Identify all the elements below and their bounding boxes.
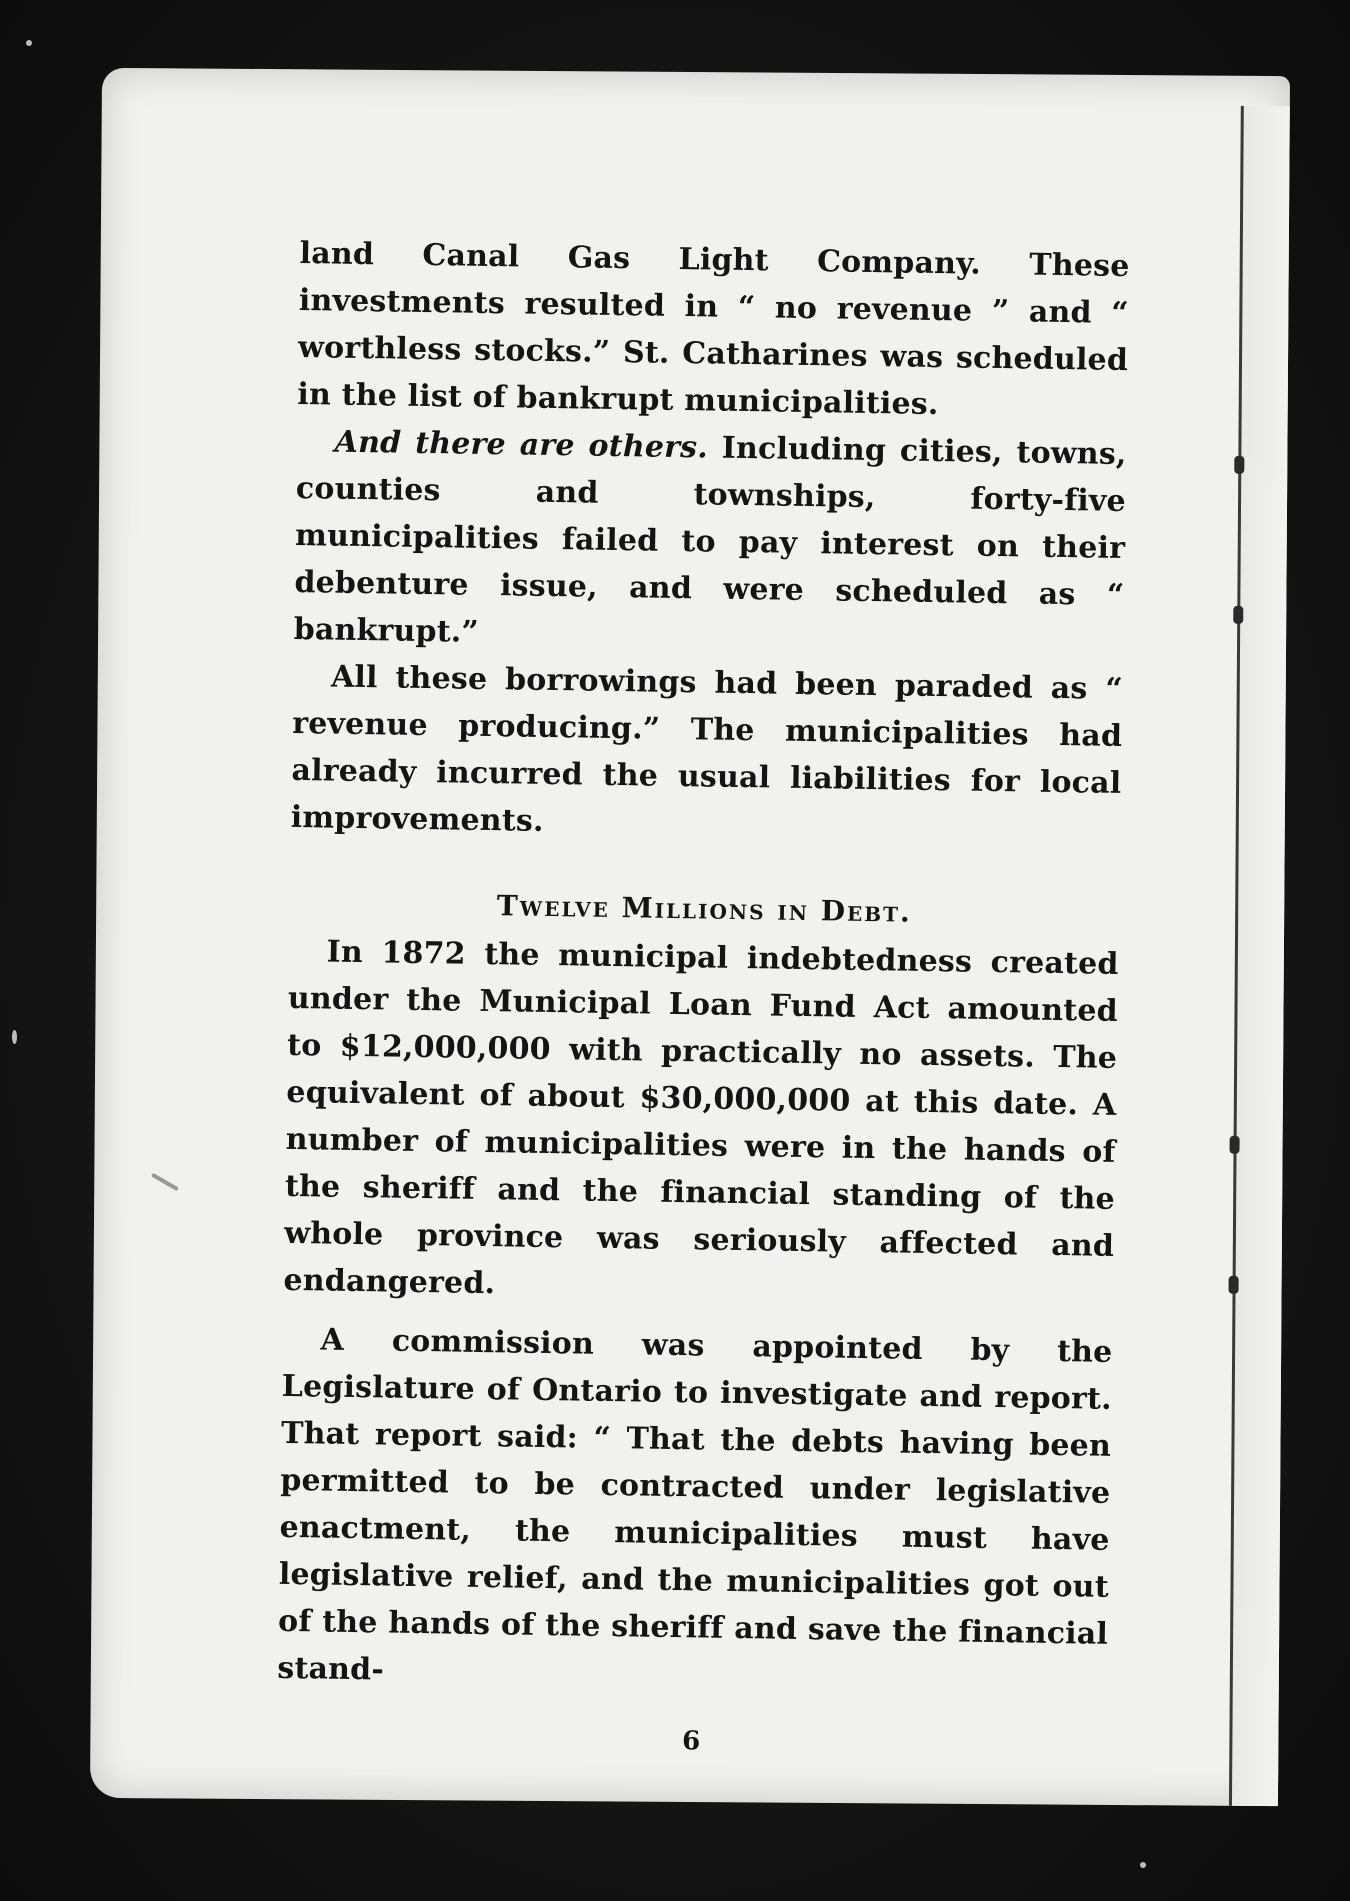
binding-clip-mark xyxy=(1233,606,1243,624)
italic-lead-phrase: And there are others. xyxy=(334,424,709,466)
page-number: 6 xyxy=(681,1726,701,1757)
dust-speck xyxy=(1140,1862,1146,1868)
paragraph-indebtedness: In 1872 the municipal indebtedness created under the Municipal Loan Fund Act amounted to $12,000,000 with practically no assets. The equivalent of about $30,000,000 at this date. A number of municipalities were in the hands of the sheriff and the financial standing of the whole province was seriously affected and endangered. xyxy=(283,934,1119,1302)
paragraph-others xyxy=(293,418,1127,666)
dust-speck xyxy=(12,1030,17,1044)
dust-speck xyxy=(26,40,32,46)
page-text-column xyxy=(276,230,1130,1772)
paragraph-borrowings: All these borrowings had been paraded as “ revenue producing.” The municipalities had already incurred the usual liabilities for local improvements. xyxy=(290,659,1124,839)
paragraph-others-body: Including cities, towns, counties and townships, forty-five municipalities failed to pay interest on their debenture issue, and were scheduled as “ bankrupt.” xyxy=(293,430,1127,650)
paragraph-commission: A commission was appointed by the Legislature of Ontario to investigate and report. That report said: “ That the debts having been permitted to be contracted under legislative enactment, the municipalities must have legislative relief, and the municipalities got out of the hands of the sheriff and save the financial stand- xyxy=(277,1322,1113,1688)
section-heading: Twelve Millions in Debt. xyxy=(496,889,913,929)
binding-clip-mark xyxy=(1229,1276,1239,1294)
binding-clip-mark xyxy=(1229,1136,1239,1154)
paragraph-continuation: land Canal Gas Light Company. These investments resulted in “ no revenue ” and “ worthless stocks.” St. Catharines was scheduled in the list of bankrupt municipalities. xyxy=(297,235,1130,423)
binding-clip-mark xyxy=(1234,456,1244,474)
